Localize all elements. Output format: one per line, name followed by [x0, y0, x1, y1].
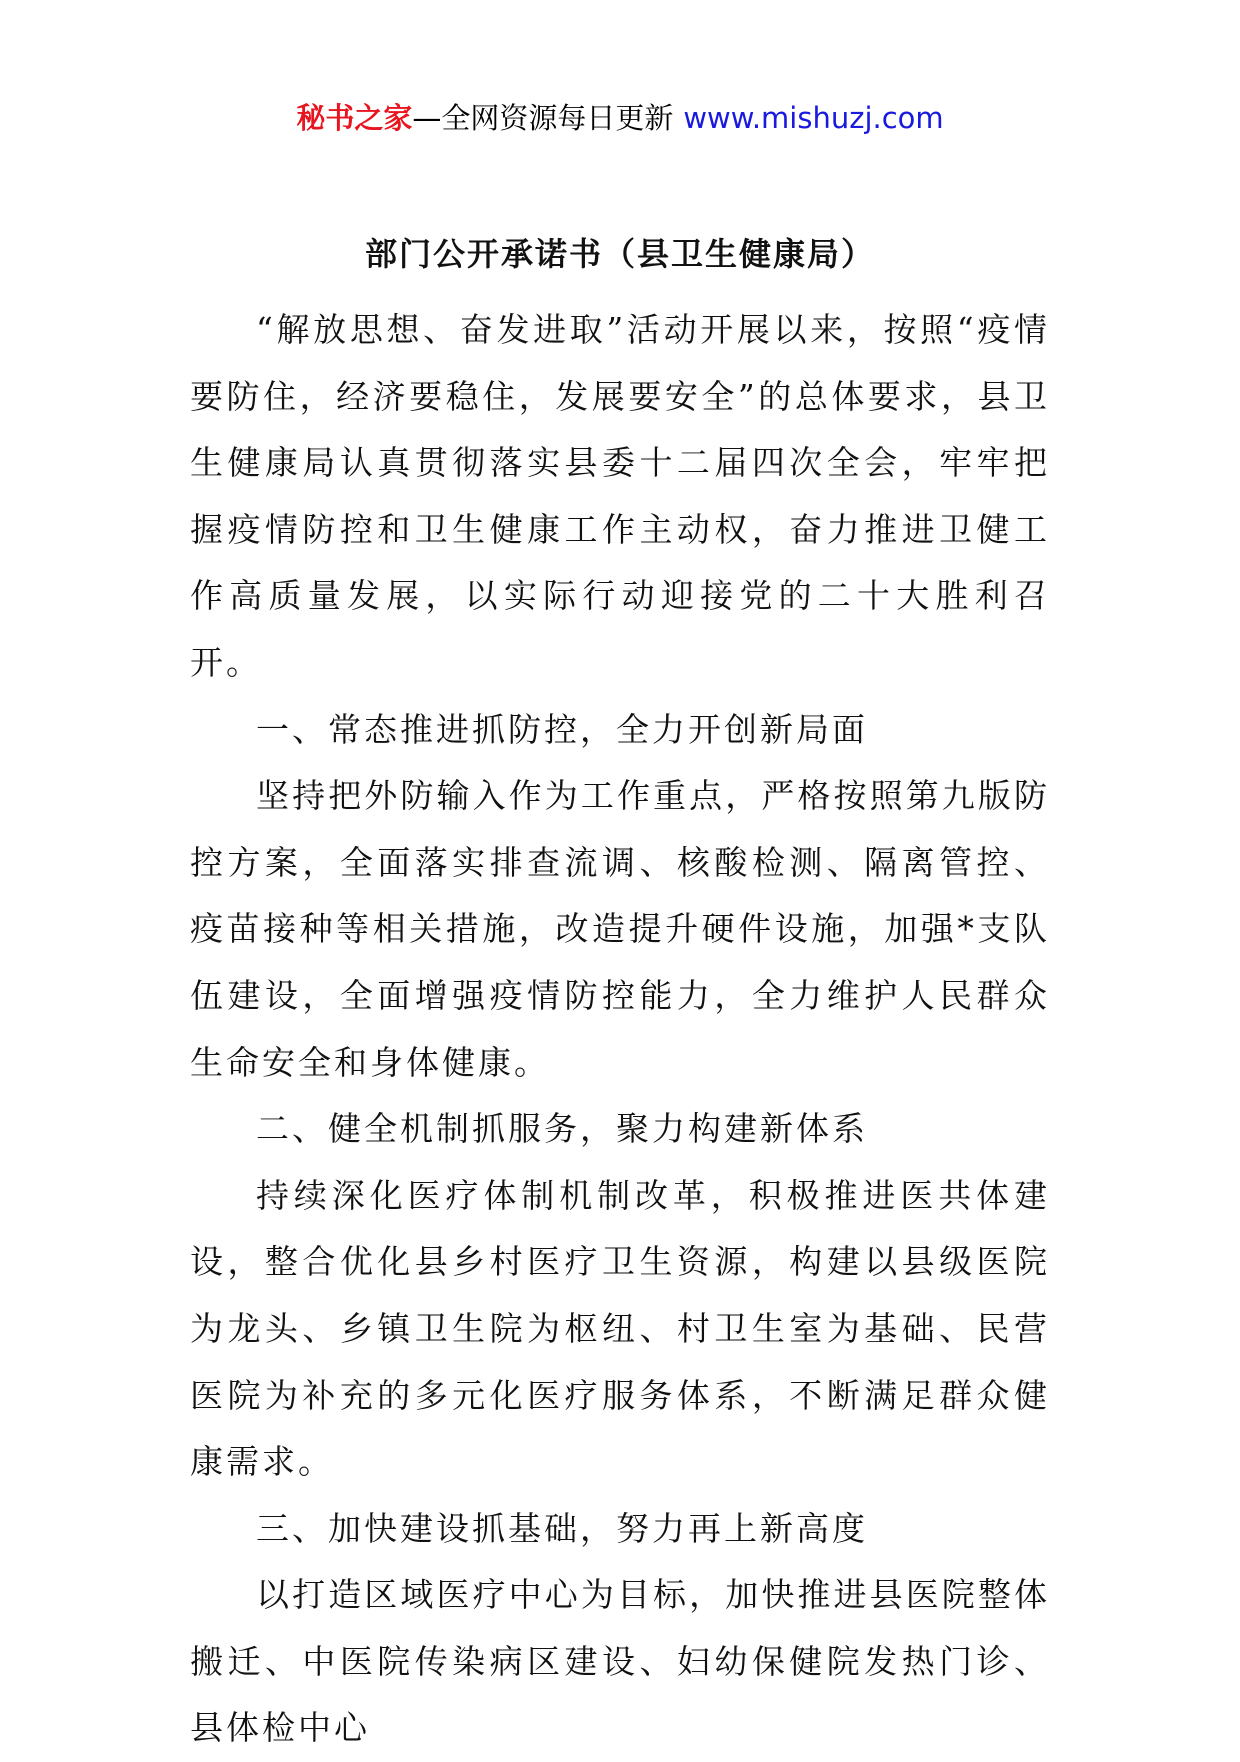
banner-tagline: —全网资源每日更新 — [412, 101, 674, 135]
site-url-link[interactable]: www.mishuzj.com — [683, 101, 944, 135]
document-title: 部门公开承诺书（县卫生健康局） — [364, 235, 875, 273]
brand-name: 秘书之家 — [296, 101, 413, 135]
section-paragraph-2: 持续深化医疗体制机制改革，积极推进医共体建设，整合优化县乡村医疗卫生资源，构建以县级医院为龙头、乡镇卫生院为枢纽、村卫生室为基础、民营医院为补充的多元化医疗服务体系，不断满足群众健康需求。 — [190, 1175, 1050, 1482]
document-body — [190, 297, 1050, 1762]
intro-paragraph: “解放思想、奋发进取”活动开展以来，按照“疫情要防住，经济要稳住，发展要安全”的总体要求，县卫生健康局认真贯彻落实县委十二届四次全会，牢牢把握疫情防控和卫生健康工作主动权，奋力推进卫健工作高质量发展，以实际行动迎接党的二十大胜利召开。 — [190, 310, 1050, 682]
section-heading-3: 三、加快建设抓基础，努力再上新高度 — [256, 1508, 868, 1548]
section-heading-1: 一、常态推进抓防控，全力开创新局面 — [256, 709, 868, 749]
section-paragraph-3: 以打造区域医疗中心为目标，加快推进县医院整体搬迁、中医院传染病区建设、妇幼保健院发热门诊、县体检中心 — [190, 1575, 1050, 1748]
site-banner — [0, 98, 1240, 138]
section-paragraph-1: 坚持把外防输入作为工作重点，严格按照第九版防控方案，全面落实排查流调、核酸检测、隔离管控、疫苗接种等相关措施，改造提升硬件设施，加强*支队伍建设，全面增强疫情防控能力，全力维护人民群众生命安全和身体健康。 — [190, 776, 1050, 1082]
section-heading-2: 二、健全机制抓服务，聚力构建新体系 — [256, 1109, 868, 1149]
